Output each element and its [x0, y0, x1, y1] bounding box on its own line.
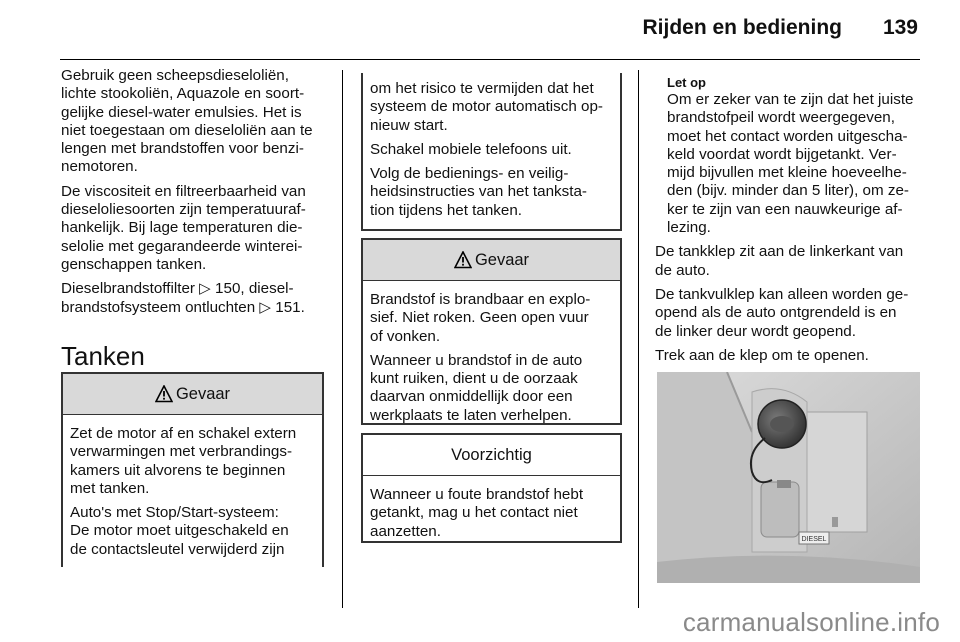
- fuel-filler-photo: [657, 372, 920, 583]
- caution-box-header: [363, 435, 620, 476]
- paragraph: De tankvulklep kan alleen worden ge- opend als de auto ontgrendeld is en de linker deur wordt geopend.: [655, 285, 909, 340]
- paragraph: Wanneer u foute brandstof hebt getankt, mag u het contact niet aanzetten.: [370, 486, 584, 540]
- paragraph: om het risico te vermijden dat het systeem de motor automatisch op- nieuw start.: [370, 80, 603, 134]
- fuel-filler-illustration: [657, 372, 920, 583]
- header-title: Rijden en bediening: [642, 16, 842, 39]
- danger-box-body: [63, 415, 322, 559]
- danger-box-1-continued: [361, 73, 622, 231]
- caution-label: Voorzichtig: [451, 445, 532, 464]
- paragraph: Trek aan de klep om te openen.: [655, 346, 869, 364]
- watermark: carmanualsonline.info: [682, 607, 940, 637]
- note-label: Let op: [667, 75, 706, 90]
- column-3-text: [655, 75, 923, 371]
- paragraph-crossref: Dieselbrandstoffilter ▷ 150, diesel- brandstofsysteem ontluchten ▷ 151.: [61, 280, 305, 316]
- danger-box-header: [363, 240, 620, 281]
- paragraph: De tankklep zit aan de linkerkant van de auto.: [655, 243, 904, 279]
- note-text: Om er zeker van te zijn dat het juiste brandstofpeil wordt weergegeven, moet het contact worden uitgescha- keld voordat wordt bijgetankt. Ver- mijd bijvullen met kleine hoeveelhe- den (bijv. minder dan 5 liter), om ze- ker te zijn van een nauwkeurige af- lezing.: [667, 91, 914, 237]
- danger-label: Gevaar: [474, 250, 530, 269]
- paragraph: Gebruik geen scheepsdieseloliën, lichte stookoliën, Aquazole en soort- gelijke diesel-water emulsies. Het is niet toegestaan om dieseloliën aan te lengen met brandstoffen voor benzi- nemotoren.: [61, 67, 313, 176]
- note-block: [655, 75, 923, 237]
- caution-box: [361, 433, 622, 543]
- danger-box-2: [361, 238, 622, 425]
- danger-box-header: [63, 374, 322, 415]
- paragraph: Brandstof is brandbaar en explo- sief. Niet roken. Geen open vuur of vonken.: [370, 291, 591, 345]
- paragraph: De viscositeit en filtreerbaarheid van dieseloliesoorten zijn temperatuuraf- hankelijk. Bij lage temperaturen die- selolie met gegarandeerde winterei- genschappen tanken.: [61, 182, 306, 273]
- cap-label: DIESEL: [801, 536, 827, 543]
- danger-box-body: [363, 73, 620, 220]
- column-separator-2: [638, 70, 639, 608]
- danger-box-body: [363, 281, 620, 425]
- page-number: 139: [882, 16, 918, 39]
- paragraph: Wanneer u brandstof in de auto kunt ruiken, dient u de oorzaak daarvan onmiddellijk door een werkplaats te laten verhelpen.: [370, 351, 583, 424]
- warning-triangle-icon: [454, 251, 472, 269]
- column-1-text: [61, 67, 331, 323]
- warning-triangle-icon: [155, 385, 173, 403]
- danger-label: Gevaar: [175, 384, 231, 403]
- paragraph: Auto's met Stop/Start-systeem: De motor moet uitgeschakeld en de contactsleutel verwijderd zijn: [70, 504, 289, 558]
- header-rule: [60, 59, 920, 60]
- column-separator-1: [342, 70, 343, 608]
- danger-box-1: [61, 372, 324, 567]
- paragraph: Zet de motor af en schakel extern verwarmingen met verbrandings- kamers uit alvorens te beginnen met tanken.: [70, 425, 297, 497]
- caution-box-body: [363, 476, 620, 541]
- paragraph: Schakel mobiele telefoons uit.: [370, 140, 572, 158]
- paragraph: Volg de bedienings- en veilig- heidsinstructies van het tanksta- tion tijdens het tanken.: [370, 165, 587, 219]
- section-heading: Tanken: [61, 341, 145, 371]
